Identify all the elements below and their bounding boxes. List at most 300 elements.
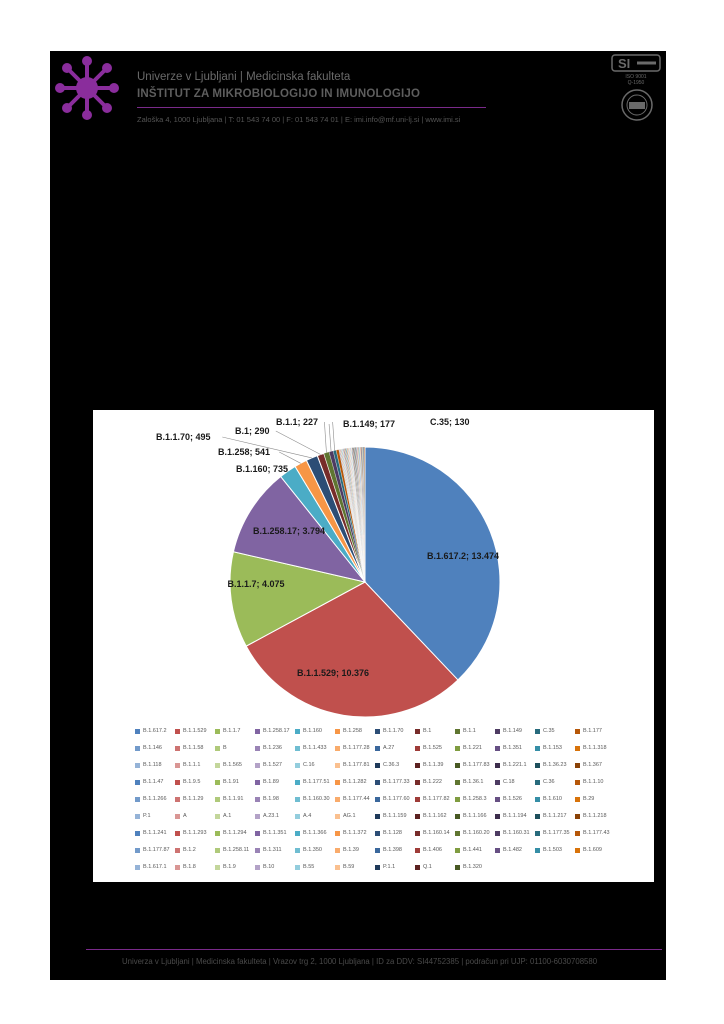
legend-item [135, 813, 151, 822]
legend-item [255, 779, 279, 788]
chart-panel [93, 410, 654, 882]
legend-swatch [175, 797, 180, 802]
legend-swatch [255, 865, 260, 870]
legend-swatch [175, 780, 180, 785]
legend-label: B.1.146 [143, 745, 162, 751]
legend-swatch [255, 729, 260, 734]
legend-label: B.1.406 [423, 847, 442, 853]
legend-label: B.1.610 [543, 796, 562, 802]
legend-item [335, 813, 356, 822]
legend-label: B.1.609 [583, 847, 602, 853]
legend-item [415, 830, 450, 839]
legend-swatch [375, 729, 380, 734]
legend-label: B.1.1.351 [263, 830, 287, 836]
legend-swatch [535, 746, 540, 751]
legend-swatch [575, 763, 580, 768]
legend-item [535, 830, 570, 839]
legend-item [255, 796, 279, 805]
legend-label: B.1.160.30 [303, 796, 330, 802]
legend-label: P.1 [143, 813, 151, 819]
legend-swatch [215, 848, 220, 853]
legend-label: B.1.8 [183, 864, 196, 870]
si-quality-mark-icon [612, 55, 660, 71]
legend-item [175, 779, 200, 788]
legend-swatch [575, 831, 580, 836]
legend-swatch [175, 814, 180, 819]
legend-label: B.1 [423, 728, 432, 734]
legend-item [415, 796, 450, 805]
legend-swatch [535, 797, 540, 802]
legend-label: B.1.1.241 [143, 830, 167, 836]
legend-label: B.1.39 [343, 847, 359, 853]
legend-swatch [335, 797, 340, 802]
legend-item [415, 847, 442, 856]
legend-label: B.1.1.294 [223, 830, 247, 836]
legend-swatch [295, 848, 300, 853]
legend-label: B.1.177.28 [343, 745, 370, 751]
legend-swatch [255, 763, 260, 768]
header-divider [137, 107, 486, 108]
data-label-B.1.149: B.1.149; 177 [343, 419, 396, 429]
legend-label: B.1.527 [263, 762, 282, 768]
legend-label: B.1.177.35 [543, 830, 570, 836]
legend-label: B.1.2 [183, 847, 196, 853]
legend-label: B.1.177.43 [583, 830, 610, 836]
legend-label: B.1.1.293 [183, 830, 207, 836]
legend-item [535, 745, 562, 754]
legend-label: B.1.91 [223, 779, 239, 785]
pie-chart [93, 410, 654, 882]
legend-item [295, 847, 322, 856]
legend-swatch [575, 814, 580, 819]
legend-item [175, 745, 204, 754]
legend-label: B.1.311 [263, 847, 282, 853]
certification-marks [610, 53, 664, 123]
legend-swatch [455, 831, 460, 836]
legend-item [335, 864, 354, 873]
legend-swatch [175, 848, 180, 853]
data-label-B.1.258.17: B.1.258.17; 3.794 [252, 526, 326, 536]
legend-item [135, 728, 167, 737]
legend-label: B.1.221 [463, 745, 482, 751]
legend-swatch [495, 729, 500, 734]
legend-label: B.1.367 [583, 762, 602, 768]
legend-label: B.1.1.91 [223, 796, 244, 802]
legend-item [295, 779, 330, 788]
legend-label: B.1.177.81 [343, 762, 370, 768]
legend-item [255, 745, 282, 754]
legend-label: B.1.177.44 [343, 796, 370, 802]
legend-item [375, 830, 402, 839]
legend-swatch [375, 814, 380, 819]
legend-item [495, 728, 522, 737]
legend-item [295, 813, 311, 822]
legend-label: B.1.1.366 [303, 830, 327, 836]
legend-label: B.1.89 [263, 779, 279, 785]
legend-item [455, 830, 490, 839]
legend-swatch [135, 780, 140, 785]
legend-label: A.4 [303, 813, 312, 819]
legend-swatch [535, 848, 540, 853]
legend-item [375, 728, 404, 737]
svg-text:SI: SI [618, 56, 631, 71]
legend-label: B.1.177.87 [143, 847, 170, 853]
legend-label: B.1.617.1 [143, 864, 167, 870]
legend-item [455, 728, 476, 737]
legend-label: B.1.1.1 [183, 762, 201, 768]
legend-swatch [295, 763, 300, 768]
legend-item [335, 847, 359, 856]
legend-item [535, 813, 567, 822]
legend-swatch [535, 780, 540, 785]
legend-swatch [135, 831, 140, 836]
legend-swatch [295, 814, 300, 819]
legend-label: B.1.258 [343, 728, 362, 734]
legend-item [375, 796, 410, 805]
institute-name: INŠTITUT ZA MIKROBIOLOGIJO IN IMUNOLOGIJO [137, 88, 421, 100]
legend-swatch [415, 763, 420, 768]
legend-label: B.1.482 [503, 847, 522, 853]
legend-swatch [375, 848, 380, 853]
legend-swatch [295, 865, 300, 870]
legend-item [255, 762, 282, 771]
legend-item [175, 830, 207, 839]
data-label-B.1.160: B.1.160; 735 [236, 464, 289, 474]
legend-label: B.1.320 [463, 864, 482, 870]
legend-label: B.1.503 [543, 847, 562, 853]
legend-item [175, 847, 196, 856]
legend-item [255, 830, 287, 839]
legend-label: B.1.441 [463, 847, 482, 853]
legend-label: B.1.525 [423, 745, 442, 751]
legend-swatch [455, 814, 460, 819]
legend-swatch [295, 746, 300, 751]
legend-item [215, 813, 231, 822]
legend-item [175, 796, 204, 805]
legend-item [255, 728, 290, 737]
legend-item [175, 728, 207, 737]
legend-item [535, 762, 567, 771]
legend-label: B.1.1.162 [423, 813, 447, 819]
legend-label: B.1.177 [583, 728, 602, 734]
legend-item [455, 796, 487, 805]
legend-swatch [295, 831, 300, 836]
legend-label: B.1.160.14 [423, 830, 450, 836]
legend-swatch [335, 831, 340, 836]
legend-swatch [495, 746, 500, 751]
legend-item [415, 762, 444, 771]
legend-item [455, 864, 482, 873]
legend-item [335, 830, 367, 839]
legend-swatch [455, 746, 460, 751]
legend-swatch [175, 746, 180, 751]
legend-label: B.1.1.7 [223, 728, 241, 734]
legend-swatch [135, 865, 140, 870]
legend-item [335, 745, 370, 754]
legend-label: Q.1 [423, 864, 432, 870]
legend-item [255, 864, 274, 873]
legend-label: C.18 [503, 779, 515, 785]
legend-label: B.1.1.372 [343, 830, 367, 836]
legend-swatch [575, 746, 580, 751]
legend-label: B.55 [303, 864, 315, 870]
legend-swatch [415, 831, 420, 836]
legend-item [535, 779, 555, 788]
legend-swatch [215, 865, 220, 870]
legend-swatch [375, 780, 380, 785]
leader-line-B.1.1 [324, 422, 326, 453]
legend-item [575, 796, 594, 805]
document-page [50, 51, 666, 980]
legend-item [335, 728, 362, 737]
legend-item [255, 813, 279, 822]
legend-label: B.1.160.20 [463, 830, 490, 836]
legend-swatch [255, 780, 260, 785]
legend-swatch [175, 729, 180, 734]
legend-label: B.1.149 [503, 728, 522, 734]
legend-item [135, 745, 162, 754]
legend-item [535, 847, 562, 856]
legend-item [455, 779, 484, 788]
legend-swatch [255, 814, 260, 819]
legend-item [375, 745, 394, 754]
legend-swatch [215, 729, 220, 734]
legend-label: B.1.1.29 [183, 796, 204, 802]
legend-item [495, 830, 530, 839]
legend-label: B [223, 745, 227, 751]
legend-item [215, 830, 247, 839]
legend-swatch [455, 848, 460, 853]
legend-label: B.1.1.70 [383, 728, 404, 734]
legend-item [575, 779, 604, 788]
legend-swatch [575, 848, 580, 853]
legend-label: C.35 [543, 728, 555, 734]
legend-item [375, 779, 410, 788]
legend-label: B.1.9.5 [183, 779, 201, 785]
legend-swatch [295, 780, 300, 785]
leader-line-B.1.258 [279, 452, 300, 463]
data-label-B.1.617.2: B.1.617.2; 13.474 [426, 551, 500, 561]
legend-label: B.1.258.17 [263, 728, 290, 734]
legend-item [295, 796, 330, 805]
legend-swatch [495, 780, 500, 785]
legend-item [375, 864, 395, 873]
legend-swatch [215, 763, 220, 768]
legend-item [495, 779, 515, 788]
legend-label: A.23.1 [263, 813, 279, 819]
legend-label: B.59 [343, 864, 355, 870]
iso-label: ISO 9001 [625, 74, 647, 80]
legend-swatch [495, 848, 500, 853]
legend-swatch [335, 865, 340, 870]
legend-label: B.1.1.266 [143, 796, 167, 802]
data-label-B.1.258: B.1.258; 541 [218, 447, 271, 457]
data-label-B.1.1.529: B.1.1.529; 10.376 [296, 668, 370, 678]
legend-label: B.1.1.282 [343, 779, 367, 785]
legend-swatch [375, 763, 380, 768]
legend-label: C.36.3 [383, 762, 400, 768]
legend-label: B.1.1.194 [503, 813, 527, 819]
legend-label: B.1.36.1 [463, 779, 484, 785]
legend-item [535, 796, 562, 805]
legend-swatch [175, 763, 180, 768]
legend-swatch [335, 848, 340, 853]
legend-swatch [455, 797, 460, 802]
legend-swatch [215, 831, 220, 836]
legend-swatch [295, 729, 300, 734]
data-label-B.1: B.1; 290 [235, 426, 270, 436]
virus-logo-icon [52, 53, 122, 123]
legend-item [135, 864, 167, 873]
legend-label: A.1 [223, 813, 232, 819]
legend-label: B.1.258.3 [463, 796, 487, 802]
legend-item [415, 728, 431, 737]
legend-label: B.1.36.23 [543, 762, 567, 768]
legend-label: B.1.398 [383, 847, 402, 853]
legend-swatch [415, 729, 420, 734]
legend-item [135, 779, 164, 788]
legend-swatch [535, 814, 540, 819]
legend-label: P.1.1 [383, 864, 396, 870]
legend-label: B.1.221.1 [503, 762, 527, 768]
legend-item [255, 847, 282, 856]
legend-item [215, 796, 244, 805]
legend-swatch [535, 729, 540, 734]
legend-swatch [135, 797, 140, 802]
legend-label: B.1.1.529 [183, 728, 207, 734]
legend-label: B.1.177.82 [423, 796, 450, 802]
legend-label: C.36 [543, 779, 555, 785]
legend-swatch [415, 780, 420, 785]
legend-item [295, 864, 314, 873]
legend-label: B.1.617.2 [143, 728, 167, 734]
legend-swatch [575, 780, 580, 785]
data-label-B.1.1.7: B.1.1.7; 4.075 [227, 579, 285, 589]
legend-item [295, 830, 327, 839]
legend-label: B.1.118 [143, 762, 162, 768]
legend-item [215, 745, 227, 754]
legend-label: B.1.1.47 [143, 779, 164, 785]
legend-label: A.27 [383, 745, 395, 751]
legend-item [215, 762, 242, 771]
legend-item [295, 728, 322, 737]
legend-label: B.1.177.51 [303, 779, 330, 785]
legend-swatch [215, 746, 220, 751]
legend-swatch [215, 780, 220, 785]
legend-swatch [255, 746, 260, 751]
legend-label: AG.1 [343, 813, 356, 819]
footer-divider [86, 949, 662, 950]
legend-swatch [415, 848, 420, 853]
legend-item [575, 830, 610, 839]
legend-swatch [135, 746, 140, 751]
legend-swatch [495, 831, 500, 836]
legend-swatch [255, 831, 260, 836]
legend-label: B.1.128 [383, 830, 402, 836]
legend-swatch [215, 814, 220, 819]
iqnet-certificate-icon [622, 90, 652, 120]
legend-swatch [535, 763, 540, 768]
legend-label: B.1.236 [263, 745, 282, 751]
legend-swatch [415, 814, 420, 819]
legend-item [335, 762, 370, 771]
legend-item [455, 813, 487, 822]
legend-item [495, 796, 522, 805]
legend-item [375, 847, 402, 856]
legend-item [135, 762, 162, 771]
legend-item [375, 762, 399, 771]
legend-label: B.1.1.166 [463, 813, 487, 819]
legend-label: B.1.177.83 [463, 762, 490, 768]
legend-swatch [175, 831, 180, 836]
legend-swatch [575, 797, 580, 802]
legend-swatch [335, 814, 340, 819]
legend-swatch [335, 763, 340, 768]
legend-label: B.10 [263, 864, 275, 870]
leader-line-B.1.149 [329, 424, 331, 451]
legend-item [335, 796, 370, 805]
legend-label: B.1.98 [263, 796, 279, 802]
legend-item [335, 779, 367, 788]
legend-item [295, 745, 327, 754]
legend-item [135, 796, 167, 805]
legend-swatch [495, 797, 500, 802]
legend-swatch [335, 780, 340, 785]
legend-swatch [415, 746, 420, 751]
legend-swatch [455, 763, 460, 768]
legend-item [175, 762, 200, 771]
legend-item [135, 847, 170, 856]
legend-label: B.1.153 [543, 745, 562, 751]
legend-swatch [135, 729, 140, 734]
legend-swatch [415, 865, 420, 870]
legend-label: B.1.160.31 [503, 830, 530, 836]
legend-swatch [495, 814, 500, 819]
legend-item [575, 847, 602, 856]
legend-swatch [335, 746, 340, 751]
legend-label: B.1.1.318 [583, 745, 607, 751]
leader-line-C.35 [333, 422, 335, 450]
legend-item [215, 728, 240, 737]
legend-swatch [575, 729, 580, 734]
legend-swatch [135, 848, 140, 853]
legend-item [575, 728, 602, 737]
legend-label: B.1.177.60 [383, 796, 410, 802]
legend-item [215, 779, 239, 788]
legend-item [215, 847, 249, 856]
legend-label: B.1.1 [463, 728, 476, 734]
legend-label: B.1.1.218 [583, 813, 607, 819]
legend-swatch [255, 848, 260, 853]
legend-label: B.1.177.33 [383, 779, 410, 785]
legend-swatch [415, 797, 420, 802]
legend-label: B.1.1.39 [423, 762, 444, 768]
legend-item [575, 762, 602, 771]
legend-label: C.16 [303, 762, 315, 768]
legend-swatch [375, 831, 380, 836]
legend-label: B.1.222 [423, 779, 442, 785]
legend-item [495, 762, 527, 771]
footer-text: Univerza v Ljubljani | Medicinska fakulteta | Vrazov trg 2, 1000 Ljubljana | ID za DDV: SI44752385 | podračun pri UJP: 01100-6030708580 [122, 957, 598, 966]
legend-swatch [255, 797, 260, 802]
legend-swatch [375, 865, 380, 870]
legend-swatch [455, 729, 460, 734]
legend-swatch [295, 797, 300, 802]
legend-swatch [455, 780, 460, 785]
data-label-C.35: C.35; 130 [430, 417, 470, 427]
legend-label: B.1.1.217 [543, 813, 567, 819]
legend-swatch [335, 729, 340, 734]
